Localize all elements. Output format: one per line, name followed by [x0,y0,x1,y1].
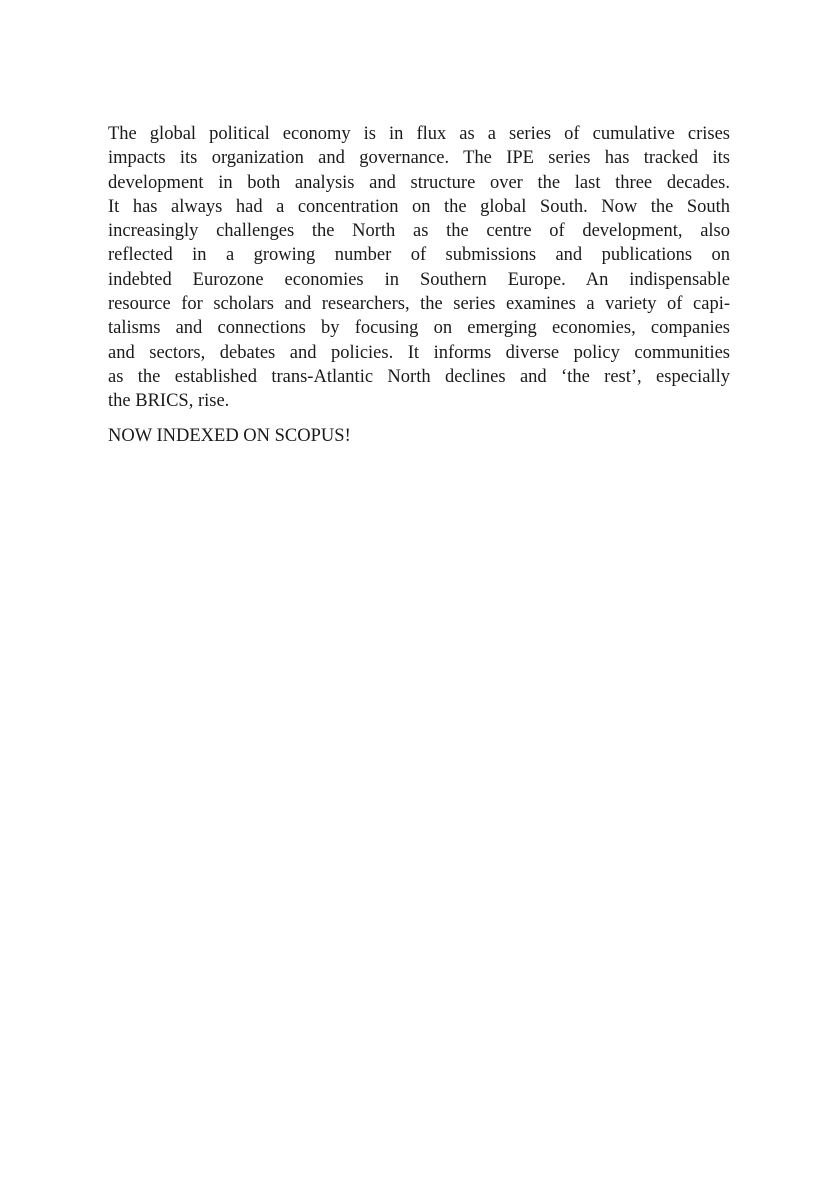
blurb-line: the BRICS, rise. [108,391,230,412]
blurb-line: resource for scholars and researchers, the series examines a variety of capi- [108,294,730,315]
blurb-line: as the established trans-Atlantic North declines and ‘the rest’, especially [108,366,730,387]
blurb-line: The global political economy is in flux as a series of cumulative crises [108,124,730,144]
blurb-line: reflected in a growing number of submissions and publications on [108,245,730,266]
blurb-line: It has always had a concentration on the global South. Now the South [108,196,730,217]
series-blurb-paragraph [108,122,730,414]
blurb-line: indebted Eurozone economies in Southern Europe. An indispensable [108,269,730,290]
blurb-line: talisms and connections by focusing on emerging economies, companies [108,318,730,339]
blurb-line: increasingly challenges the North as the centre of development, also [108,221,730,242]
indexing-notice: NOW INDEXED ON SCOPUS! [108,425,351,446]
blurb-line: and sectors, debates and policies. It informs diverse policy communities [108,342,730,363]
blurb-line: impacts its organization and governance. The IPE series has tracked its [108,148,730,169]
series-description [108,122,730,448]
blurb-line: development in both analysis and structure over the last three decades. [108,172,730,193]
